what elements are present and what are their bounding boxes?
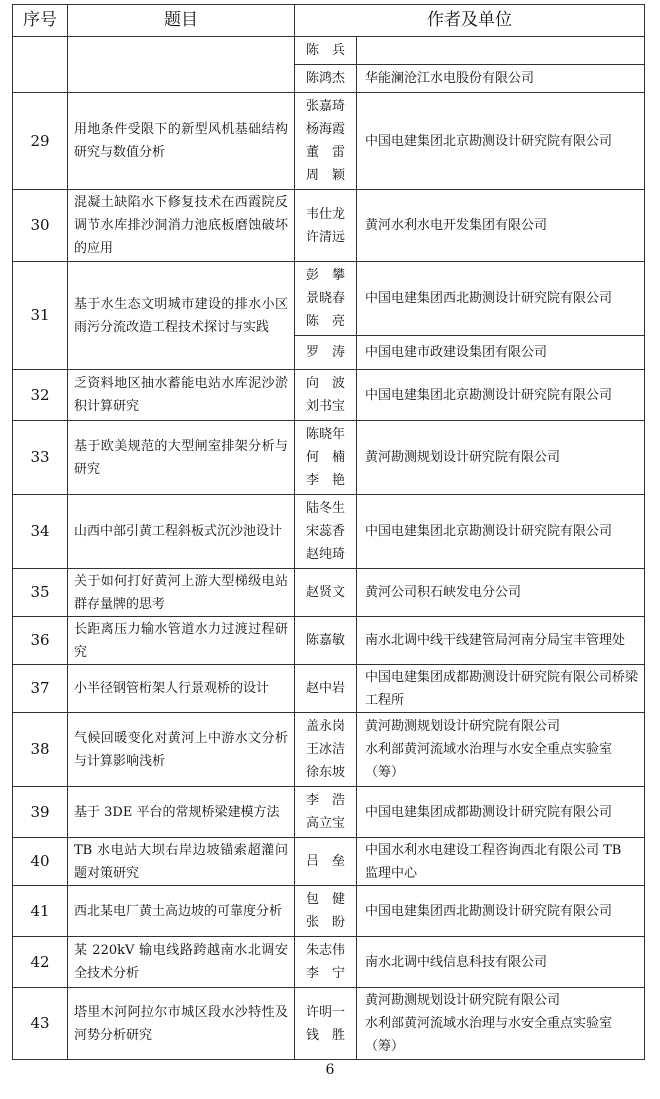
row-paper-title: 混凝土缺陷水下修复技术在西霞院反调节水库排沙洞消力池底板磨蚀破坏的应用 (68, 190, 295, 262)
row-serial-number: 40 (13, 838, 68, 886)
row-authors (295, 713, 357, 787)
row-serial-number: 30 (13, 190, 68, 262)
header-serial: 序号 (13, 5, 68, 37)
author-name: 许明一 (305, 1004, 345, 1020)
row-organization: 华能澜沧江水电股份有限公司 (357, 65, 645, 93)
author-name: 吕 垒 (305, 854, 345, 869)
row-authors (295, 495, 357, 569)
author-name: 董 雷 (305, 145, 345, 160)
row-serial-number: 29 (13, 93, 68, 190)
row-organization: 中国水利水电建设工程咨询西北有限公司 TB 监理中心 (357, 838, 645, 886)
row-serial-number: 34 (13, 495, 68, 569)
row-serial-number: 32 (13, 370, 68, 421)
row-organization: 中国电建市政建设集团有限公司 (357, 336, 645, 370)
row-authors (295, 886, 357, 937)
row-serial-number: 39 (13, 787, 68, 838)
page-number: 6 (325, 1062, 335, 1078)
author-name: 赵贤文 (305, 585, 345, 600)
row-paper-title: 小半径钢管桁架人行景观桥的设计 (68, 665, 295, 713)
row-paper-title (68, 37, 295, 93)
row-paper-title: 用地条件受限下的新型风机基础结构研究与数值分析 (68, 93, 295, 190)
author-name: 李 浩 (305, 793, 345, 808)
table-row (13, 37, 645, 65)
author-name: 张 盼 (305, 915, 345, 930)
table-row (13, 988, 645, 1060)
row-authors (295, 787, 357, 838)
row-organization: 黄河勘测规划设计研究院有限公司 水利部黄河流域水治理与水安全重点实验室（筹） (357, 988, 645, 1060)
author-name: 赵纯琦 (305, 547, 345, 562)
row-organization: 黄河勘测规划设计研究院有限公司 水利部黄河流域水治理与水安全重点实验室（筹） (357, 713, 645, 787)
row-organization: 中国电建集团北京勘测设计研究院有限公司 (357, 370, 645, 421)
header-title: 题目 (68, 5, 295, 37)
row-authors (295, 421, 357, 495)
author-name: 徐东坡 (305, 765, 345, 780)
row-authors (295, 262, 357, 336)
row-authors (295, 336, 357, 370)
table-row (13, 665, 645, 713)
row-paper-title: 乏资料地区抽水蓄能电站水库泥沙淤积计算研究 (68, 370, 295, 421)
row-serial-number: 33 (13, 421, 68, 495)
table-row (13, 495, 645, 569)
paper-list-table (12, 4, 645, 1060)
table-row (13, 569, 645, 617)
row-organization: 南水北调中线信息科技有限公司 (357, 937, 645, 988)
author-name: 王冰洁 (305, 742, 345, 757)
row-serial-number: 31 (13, 262, 68, 370)
row-serial-number: 37 (13, 665, 68, 713)
author-name: 陆冬生 (305, 501, 345, 516)
author-name: 罗 涛 (305, 345, 345, 360)
author-name: 张嘉琦 (305, 99, 345, 114)
table-row (13, 937, 645, 988)
author-name: 高立宝 (305, 816, 345, 831)
row-serial-number: 41 (13, 886, 68, 937)
row-paper-title: 山西中部引黄工程斜板式沉沙池设计 (68, 495, 295, 569)
row-paper-title: 基于 3DE 平台的常规桥梁建模方法 (68, 787, 295, 838)
author-name: 陈晓年 (305, 427, 345, 442)
author-name: 包 健 (305, 892, 345, 907)
row-organization: 中国电建集团成都勘测设计研究院有限公司桥梁工程所 (357, 665, 645, 713)
row-organization (357, 37, 645, 65)
row-authors (295, 65, 357, 93)
row-serial-number (13, 37, 68, 93)
row-serial-number: 36 (13, 617, 68, 665)
row-paper-title: 西北某电厂黄土高边坡的可靠度分析 (68, 886, 295, 937)
row-paper-title: 气候回暖变化对黄河上中游水文分析与计算影响浅析 (68, 713, 295, 787)
table-row (13, 370, 645, 421)
author-name: 向 波 (305, 376, 345, 391)
author-name: 陈鸿杰 (305, 71, 345, 86)
author-name: 彭 攀 (305, 268, 345, 283)
row-paper-title: 塔里木河阿拉尔市城区段水沙特性及河势分析研究 (68, 988, 295, 1060)
author-name: 韦仕龙 (305, 206, 345, 222)
table-row (13, 617, 645, 665)
table-row (13, 421, 645, 495)
row-authors (295, 665, 357, 713)
author-name: 景晓春 (305, 291, 345, 306)
row-paper-title: 某 220kV 输电线路跨越南水北调安全技术分析 (68, 937, 295, 988)
row-paper-title: 基于欧美规范的大型闸室排架分析与研究 (68, 421, 295, 495)
author-name: 何 楠 (305, 450, 345, 465)
row-serial-number: 43 (13, 988, 68, 1060)
table-body (13, 37, 645, 1060)
author-name: 李 艳 (305, 473, 345, 488)
row-paper-title: 基于水生态文明城市建设的排水小区雨污分流改造工程技术探讨与实践 (68, 262, 295, 370)
table-row (13, 93, 645, 190)
author-name: 陈 兵 (305, 43, 345, 58)
row-serial-number: 42 (13, 937, 68, 988)
row-paper-title: TB 水电站大坝右岸边坡锚索超灌问题对策研究 (68, 838, 295, 886)
table-row (13, 787, 645, 838)
row-paper-title: 关于如何打好黄河上游大型梯级电站群存量牌的思考 (68, 569, 295, 617)
author-name: 盖永岗 (305, 719, 345, 734)
row-organization: 中国电建集团北京勘测设计研究院有限公司 (357, 93, 645, 190)
row-authors (295, 190, 357, 262)
row-authors (295, 370, 357, 421)
row-serial-number: 38 (13, 713, 68, 787)
author-name: 钱 胜 (305, 1027, 345, 1043)
author-name: 许清远 (305, 229, 345, 245)
row-organization: 黄河水利水电开发集团有限公司 (357, 190, 645, 262)
table-row (13, 713, 645, 787)
row-authors (295, 617, 357, 665)
table-row (13, 190, 645, 262)
row-authors (295, 37, 357, 65)
row-organization: 中国电建集团成都勘测设计研究院有限公司 (357, 787, 645, 838)
author-name: 陈 亮 (305, 314, 345, 329)
table-header-row (13, 5, 645, 37)
author-name: 周 颖 (305, 168, 345, 183)
author-name: 李 宁 (305, 966, 345, 981)
table-row (13, 262, 645, 336)
row-organization: 中国电建集团西北勘测设计研究院有限公司 (357, 886, 645, 937)
author-name: 赵中岩 (305, 681, 345, 696)
author-name: 杨海霞 (305, 122, 345, 137)
row-organization: 黄河勘测规划设计研究院有限公司 (357, 421, 645, 495)
author-name: 朱志伟 (305, 943, 345, 958)
author-name: 刘书宝 (305, 399, 345, 414)
author-name: 宋蕊香 (305, 524, 345, 539)
row-authors (295, 988, 357, 1060)
row-organization: 中国电建集团西北勘测设计研究院有限公司 (357, 262, 645, 336)
row-authors (295, 93, 357, 190)
header-authors-units: 作者及单位 (295, 5, 645, 37)
table-row (13, 838, 645, 886)
table-row (13, 886, 645, 937)
row-authors (295, 838, 357, 886)
row-organization: 中国电建集团北京勘测设计研究院有限公司 (357, 495, 645, 569)
row-authors (295, 569, 357, 617)
row-organization: 南水北调中线干线建管局河南分局宝丰管理处 (357, 617, 645, 665)
author-name: 陈嘉敏 (305, 633, 345, 648)
row-paper-title: 长距离压力输水管道水力过渡过程研究 (68, 617, 295, 665)
row-organization: 黄河公司积石峡发电分公司 (357, 569, 645, 617)
row-authors (295, 937, 357, 988)
row-serial-number: 35 (13, 569, 68, 617)
